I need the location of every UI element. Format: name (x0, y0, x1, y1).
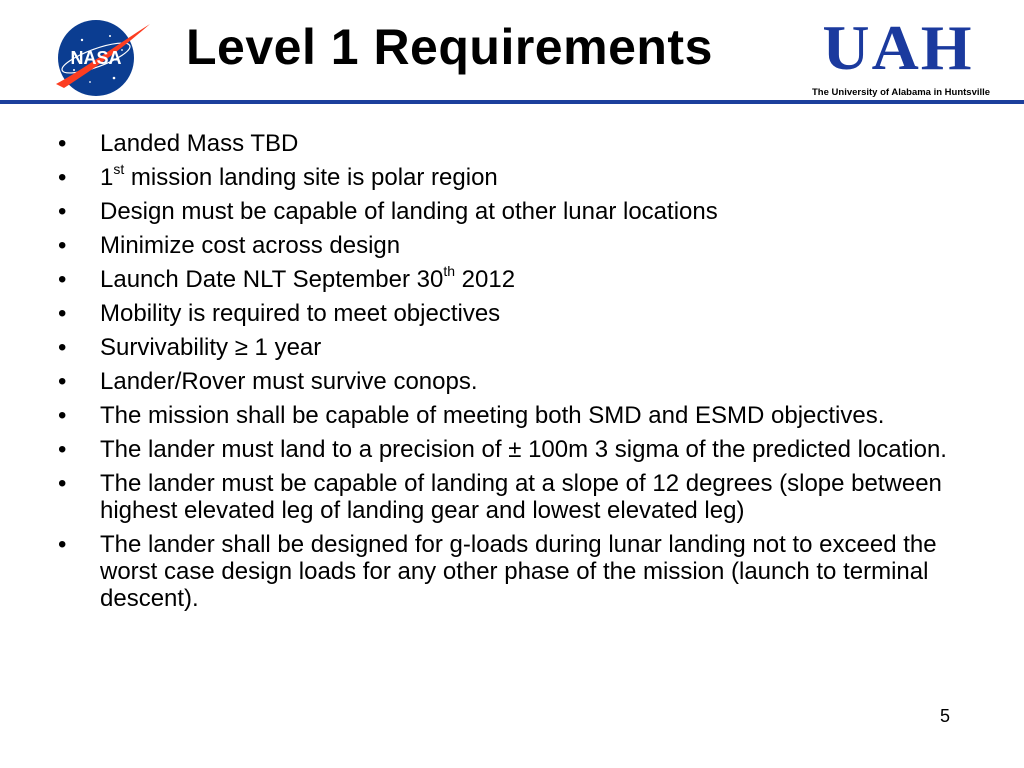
bullet-item (58, 334, 958, 361)
bullet-item (58, 130, 958, 157)
bullet-item (58, 300, 958, 327)
bullet-item (58, 531, 958, 612)
bullet-text: Survivability ≥ 1 year (100, 334, 322, 361)
bullet-icon: • (58, 198, 67, 225)
bullet-icon: • (58, 531, 67, 558)
bullet-text: The lander shall be designed for g-loads during lunar landing not to exceed the worst case design loads for any other phase of the mission (launch to terminal descent). (100, 531, 937, 612)
bullet-text (100, 161, 498, 191)
bullet-icon: • (58, 470, 67, 497)
bullet-text: Design must be capable of landing at other lunar locations (100, 198, 718, 225)
uah-logo (812, 12, 991, 102)
bullet-icon: • (58, 300, 67, 327)
bullet-item (58, 470, 958, 524)
bullet-item (58, 198, 958, 225)
bullet-item (58, 436, 958, 463)
header-rule (0, 100, 1024, 104)
bullet-icon: • (58, 402, 67, 429)
bullet-item (58, 161, 958, 191)
bullet-text: Mobility is required to meet objectives (100, 300, 501, 327)
bullet-text-main: 1 (100, 164, 114, 191)
bullet-text-rest: 2012 (455, 266, 516, 293)
bullet-icon: • (58, 334, 67, 361)
bullet-text-rest: mission landing site is polar region (124, 164, 498, 191)
bullet-icon: • (58, 368, 67, 395)
bullet-icon: • (58, 232, 67, 259)
nasa-logo-text: NASA (70, 48, 122, 68)
slide-title: Level 1 Requirements (186, 19, 713, 75)
bullet-text: Minimize cost across design (100, 232, 401, 259)
bullet-superscript: st (113, 161, 125, 177)
bullet-text: The lander must be capable of landing at a slope of 12 degrees (slope between highest elevated leg of landing gear and lowest elevated leg) (100, 470, 942, 524)
bullet-icon: • (58, 164, 67, 191)
bullet-icon: • (58, 436, 67, 463)
bullet-text: The mission shall be capable of meeting both SMD and ESMD objectives. (100, 402, 885, 429)
uah-logo-subtitle: The University of Alabama in Huntsville (812, 87, 991, 98)
nasa-logo (52, 18, 152, 98)
bullet-text-main: Launch Date NLT September 30 (100, 266, 444, 293)
bullet-icon: • (58, 130, 67, 157)
bullet-list (58, 130, 958, 619)
bullet-superscript: th (443, 263, 456, 279)
bullet-text (100, 263, 516, 293)
bullet-text: Lander/Rover must survive conops. (100, 368, 478, 395)
bullet-item (58, 368, 958, 395)
bullet-icon: • (58, 266, 67, 293)
bullet-text: The lander must land to a precision of ± 100m 3 sigma of the predicted location. (100, 436, 947, 463)
bullet-item (58, 402, 958, 429)
uah-logo-letters: UAH (822, 12, 974, 83)
page-number: 5 (940, 706, 951, 726)
bullet-text: Landed Mass TBD (100, 130, 299, 157)
bullet-item (58, 263, 958, 293)
bullet-item (58, 232, 958, 259)
